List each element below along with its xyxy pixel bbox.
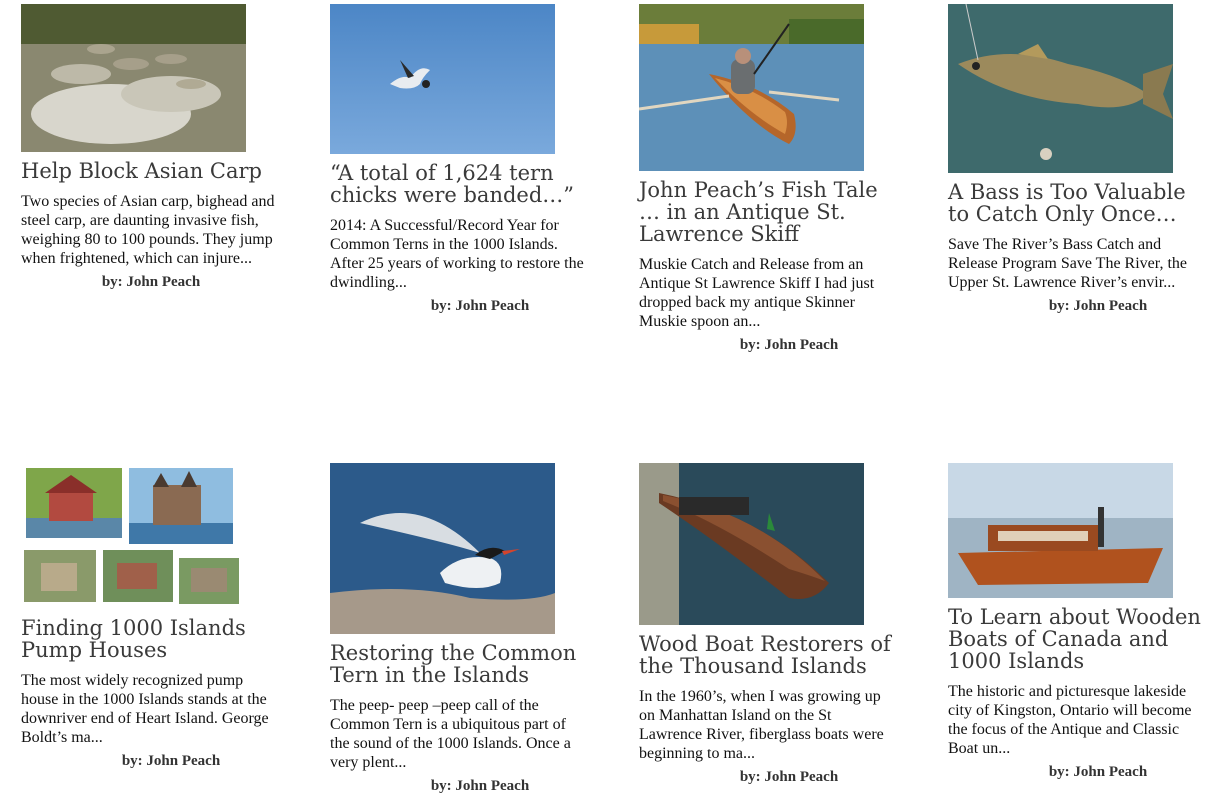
- wooden-runabout-photo: [639, 463, 864, 625]
- post-title-link[interactable]: “A total of 1,624 tern chicks were banded…”: [330, 161, 575, 207]
- post-byline: [330, 298, 630, 315]
- post-thumbnail-link[interactable]: [948, 4, 1173, 173]
- post-excerpt: The peep- peep –peep call of the Common Tern is a ubiquitous part of the sound of the 1000 Islands. Once a very plent...: [330, 697, 571, 771]
- pump-houses-collage: [21, 463, 246, 609]
- author-name: by: John Peach: [430, 298, 530, 314]
- author-name: by: John Peach: [1048, 764, 1148, 780]
- post-card-asian-carp: [21, 4, 281, 291]
- author-name: by: John Peach: [739, 337, 839, 353]
- tern-on-rock-photo: [330, 463, 555, 634]
- post-thumbnail-link[interactable]: [639, 4, 864, 171]
- post-byline: [948, 764, 1221, 781]
- post-card-tern-chicks: [330, 4, 590, 315]
- author-name: by: John Peach: [430, 778, 530, 794]
- post-thumbnail-link[interactable]: [21, 4, 246, 152]
- post-excerpt: Muskie Catch and Release from an Antique St Lawrence Skiff I had just dropped back my antique Skinner Muskie spoon an...: [639, 256, 875, 330]
- post-excerpt: Two species of Asian carp, bighead and steel carp, are daunting invasive fish, weighing 80 to 100 pounds. They jump when frightened, which can injure...: [21, 193, 275, 267]
- bass-underwater-photo: [948, 4, 1173, 173]
- post-card-fish-tale: [639, 4, 899, 354]
- post-card-wood-boat-restorers: [639, 463, 899, 786]
- post-byline: [639, 769, 939, 786]
- post-byline: [330, 778, 630, 795]
- post-card-pump-houses: [21, 463, 281, 770]
- post-thumbnail-link[interactable]: [330, 463, 555, 634]
- post-byline: [21, 274, 281, 291]
- jumping-carp-photo: [21, 4, 246, 152]
- post-title-link[interactable]: To Learn about Wooden Boats of Canada and 1000 Islands: [948, 605, 1201, 673]
- post-title-link[interactable]: John Peach’s Fish Tale … in an Antique St. Lawrence Skiff: [639, 178, 878, 246]
- post-thumbnail-link[interactable]: [948, 463, 1173, 598]
- post-byline: [948, 298, 1221, 315]
- post-excerpt: The historic and picturesque lakeside city of Kingston, Ontario will become the focus of the Antique and Classic Boat un...: [948, 683, 1192, 757]
- post-card-bass: [948, 4, 1208, 315]
- post-excerpt: 2014: A Successful/Record Year for Common Terns in the 1000 Islands. After 25 years of working to restore the dwindling...: [330, 217, 584, 291]
- post-card-restoring-tern: [330, 463, 590, 795]
- post-thumbnail-link[interactable]: [330, 4, 555, 154]
- author-name: by: John Peach: [1048, 298, 1148, 314]
- wooden-cruiser-photo: [948, 463, 1173, 598]
- post-byline: [639, 337, 939, 354]
- post-title-link[interactable]: Wood Boat Restorers of the Thousand Islands: [639, 632, 891, 678]
- post-excerpt: The most widely recognized pump house in the 1000 Islands stands at the downriver end of Heart Island. George Boldt’s ma...: [21, 672, 269, 746]
- post-card-wooden-boats-canada: [948, 463, 1208, 781]
- post-title-link[interactable]: A Bass is Too Valuable to Catch Only Once…: [948, 180, 1186, 226]
- post-title-link[interactable]: Help Block Asian Carp: [21, 159, 262, 183]
- skiff-fishing-photo: [639, 4, 864, 171]
- tern-in-flight-photo: [330, 4, 555, 154]
- post-byline: [21, 753, 321, 770]
- post-thumbnail-link[interactable]: [639, 463, 864, 625]
- post-title-link[interactable]: Finding 1000 Islands Pump Houses: [21, 616, 246, 662]
- author-name: by: John Peach: [101, 274, 201, 290]
- post-excerpt: Save The River’s Bass Catch and Release Program Save The River, the Upper St. Lawrence River’s envir...: [948, 236, 1187, 291]
- post-thumbnail-link[interactable]: [21, 463, 246, 609]
- post-title-link[interactable]: Restoring the Common Tern in the Islands: [330, 641, 577, 687]
- post-excerpt: In the 1960’s, when I was growing up on Manhattan Island on the St Lawrence River, fiberglass boats were beginning to ma...: [639, 688, 884, 762]
- author-name: by: John Peach: [739, 769, 839, 785]
- author-name: by: John Peach: [121, 753, 221, 769]
